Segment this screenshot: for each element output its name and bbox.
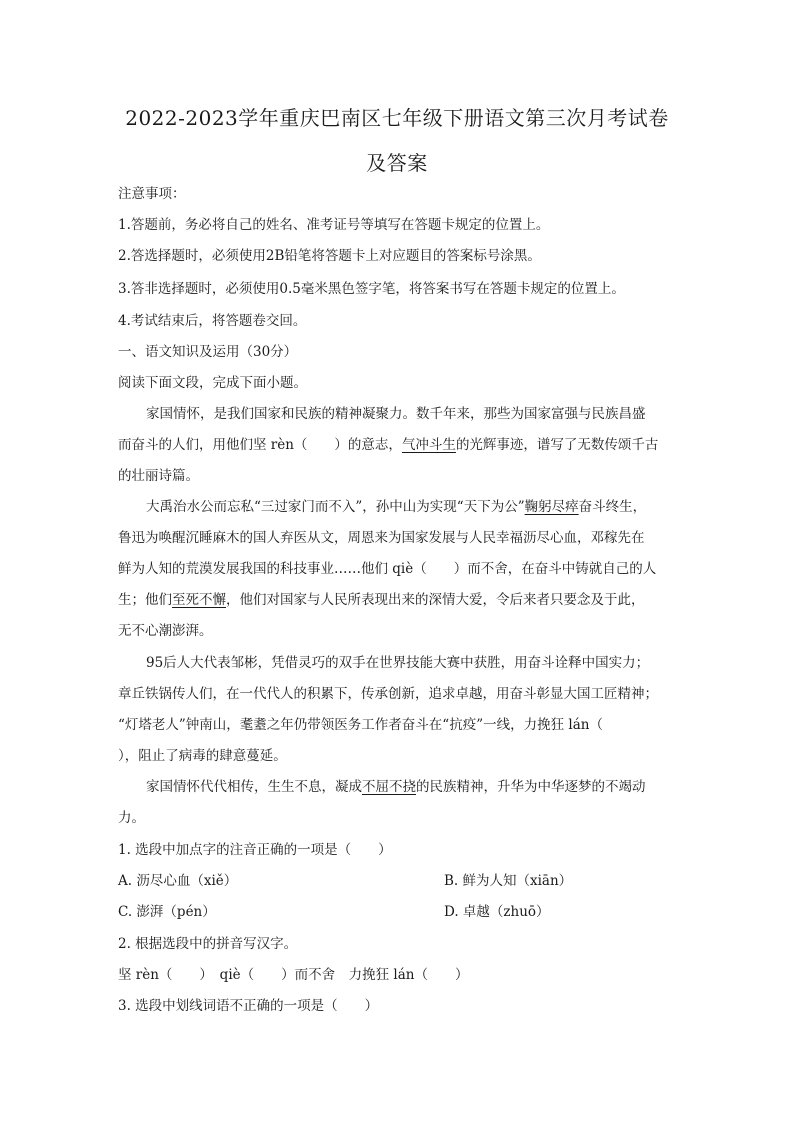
passage-text: 的光辉事迹，谱写了无数传颂千古 (455, 437, 659, 453)
passage-line: 家国情怀，是我们国家和民族的精神凝聚力。数千年来，那些为国家富强与民族昌盛 (146, 406, 646, 422)
passage-text: 家国情怀代代相传，生生不息，凝成 (146, 779, 362, 795)
notice-item: 3.答非选择题时，必须使用0.5毫米黑色签字笔，将答案书写在答题卡规定的位置上。 (118, 281, 625, 297)
passage-text: 大禹治水公而忘私“三过家门而不入”，孙中山为实现“天下为公” (146, 499, 525, 515)
notice-item: 4.考试结束后，将答题卷交回。 (118, 313, 307, 329)
notice-heading: 注意事项： (118, 186, 186, 202)
exam-title-line1: 2022-2023学年重庆巴南区七年级下册语文第三次月考试卷 (125, 106, 669, 130)
passage-line: “灯塔老人”钟南山，耄耋之年仍带领医务工作者奋斗在“抗疫”一线，力挽狂 lán（ (118, 717, 603, 733)
section-heading: 一、语文知识及运用（30分） (118, 344, 298, 360)
passage-line: 鲜为人知的荒漠发展我国的科技事业……他们 qiè（ ）而不舍，在奋斗中铸就自己的人 (118, 561, 657, 577)
underlined-phrase: 至死不懈 (172, 592, 226, 608)
exam-title-line2: 及答案 (366, 151, 428, 175)
notice-item: 1.答题前，务必将自己的姓名、准考证号等填写在答题卡规定的位置上。 (118, 217, 550, 233)
question-1-option-d: D. 卓越（zhuō） (444, 904, 550, 920)
passage-line (146, 497, 716, 517)
passage-line: 95后人大代表邹彬，凭借灵巧的双手在世界技能大赛中获胜，用奋斗诠释中国实力； (146, 655, 650, 671)
passage-line: 鲁迅为唤醒沉睡麻木的国人弃医从文，周恩来为国家发展与人民幸福沥尽心血，邓稼先在 (118, 530, 645, 546)
passage-text: 奋斗终生， (578, 499, 647, 515)
question-1-option-b: B. 鲜为人知（xiān） (444, 873, 573, 889)
passage-text: 而奋斗的人们，用他们坚 rèn（ ）的意志， (118, 437, 402, 453)
passage-text: 生；他们 (118, 592, 172, 608)
question-2-blanks: 坚 rèn（ ） qiè（ ）而不舍 力挽狂 lán（ ） (118, 967, 469, 983)
underlined-phrase: 气冲斗生 (401, 437, 456, 453)
question-1-stem: 1. 选段中加点字的注音正确的一项是（ ） (118, 842, 392, 858)
question-3-stem: 3. 选段中划线词语不正确的一项是（ ） (118, 998, 379, 1014)
passage-line: ），阻止了病毒的肆意蔓延。 (118, 748, 287, 764)
passage-text: ，他们对国家与人民所表现出来的深情大爱，令后来者只要念及于此， (226, 592, 645, 608)
question-1-option-c: C. 澎湃（pén） (118, 904, 216, 920)
underlined-phrase: 不屈不挠 (362, 779, 416, 795)
passage-line (118, 590, 688, 610)
passage-line (146, 777, 716, 797)
passage-line: 的壮丽诗篇。 (118, 468, 199, 484)
section-instruction: 阅读下面文段，完成下面小题。 (118, 375, 307, 391)
question-2-stem: 2. 根据选段中的拼音写汉字。 (118, 936, 298, 952)
passage-line (118, 435, 688, 455)
passage-line: 力。 (118, 810, 145, 826)
passage-line: 章丘铁锅传人们，在一代代人的积累下，传承创新，追求卓越，用奋斗彰显大国工匠精神； (118, 686, 658, 702)
passage-text: 的民族精神，升华为中华逐梦的不竭动 (416, 779, 646, 795)
passage-line: 无不心潮澎湃。 (118, 623, 213, 639)
underlined-phrase: 鞠躬尽瘁 (524, 499, 579, 515)
question-1-option-a: A. 沥尽心血（xiě） (118, 873, 238, 889)
notice-item: 2.答选择题时，必须使用2B铅笔将答题卡上对应题目的答案标号涂黑。 (118, 248, 541, 264)
